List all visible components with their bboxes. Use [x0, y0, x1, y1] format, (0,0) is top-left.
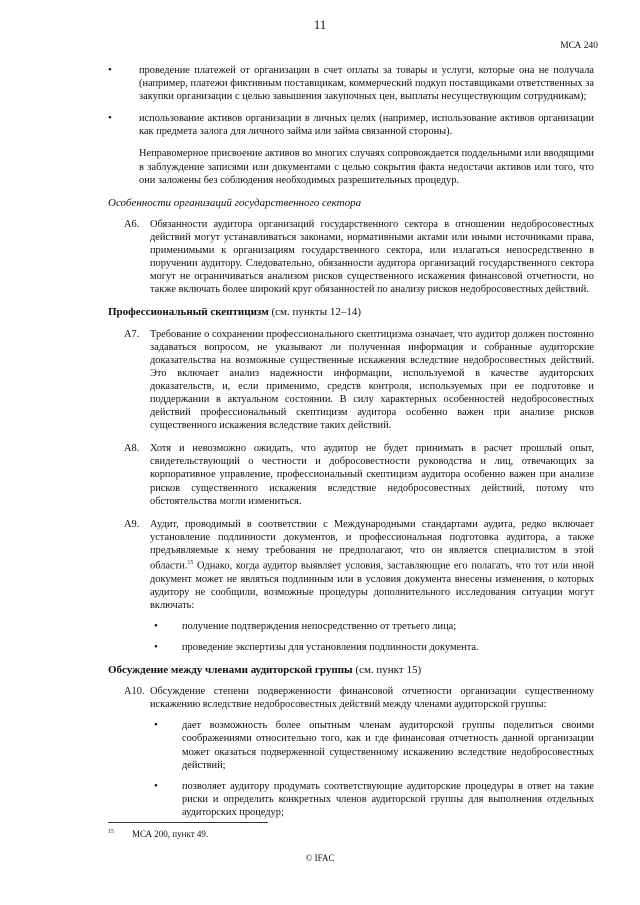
- footnote-ref: 15: [187, 560, 194, 566]
- paragraph-text: Обсуждение степени подверженности финансовой отчетности организации существенному искажению вследствие недобросовестных действий между членами аудиторской группы:: [150, 686, 594, 711]
- footnote-text: МСА 200, пункт 49.: [132, 829, 209, 839]
- heading-bold: Профессиональный скептицизм: [108, 306, 269, 319]
- list-item: [150, 719, 594, 771]
- standard-code: МСА 240: [560, 41, 598, 51]
- list-item-text: позволяет аудитору продумать соответствующие аудиторские процедуры в ответ на такие риски и определить конкретных членов аудиторской группы для выполнения отдельных аудиторских процедур;: [182, 780, 594, 818]
- paragraph-number: А8.: [124, 443, 140, 455]
- footnote: [108, 826, 208, 841]
- paragraph-number: А7.: [124, 328, 140, 340]
- misappropriation-note: Неправомерное присвоение активов во многих случаях сопровождается поддельными или вводящими в заблуждение записями или документами с целью сокрытия факта недостачи активов или того, что они заложены без соблюдения необходимых разрешительных процедур.: [139, 148, 594, 186]
- section-heading-public-sector: Особенности организаций государственного сектора: [108, 196, 362, 209]
- bullet-dot-icon: •: [154, 619, 158, 632]
- list-item: [150, 780, 594, 819]
- bullet-dot-icon: •: [108, 64, 112, 76]
- list-item-text: получение подтверждения непосредственно от третьего лица;: [182, 620, 457, 632]
- footnote-divider: [108, 822, 268, 823]
- paragraph-a10: [108, 685, 594, 819]
- text-segment: Аудит, проводимый в соответствии с Международными стандартами аудита, редко включает установление подлинности документов, и профессиональная подготовка аудитора, а также предъявляемые к нему требования не предполагают, что он является специалистом в этой области.: [150, 518, 594, 572]
- text-segment: Однако, когда аудитор выявляет условия, заставляющие его полагать, что тот или иной документ может не являться подлинным или в условия документа внесены изменения, о которых аудитору не сообщили, возможные процедуры дополнительного исследования ситуации могут включать:: [150, 560, 594, 611]
- section-heading-discussion: [108, 664, 594, 677]
- list-item-text: использование активов организации в личных целях (например, использование активов организации как предмета залога для личного займа или займа связанной стороны).: [139, 113, 594, 138]
- paragraph-a9: [108, 518, 594, 654]
- bullet-dot-icon: •: [154, 719, 158, 732]
- paragraph-a7: [108, 328, 594, 433]
- paragraph-text: Хотя и невозможно ожидать, что аудитор не будет принимать в расчет прошлый опыт, свидетельствующий о честности и добросовестности руководства и лиц, отвечающих за корпоративное управление, профессиональный скептицизм аудитора особенно важен при анализе рисков существенного искажения вследствие недобросовестных действий, потому что обстоятельства могли измениться.: [150, 443, 594, 507]
- paragraph-a6: [108, 218, 594, 297]
- footnote-number: 15: [108, 829, 114, 835]
- paragraph-number: А10.: [124, 686, 145, 698]
- bullet-dot-icon: •: [154, 640, 158, 653]
- list-item: [150, 620, 594, 633]
- heading-reference: (см. пункт 15): [352, 664, 422, 677]
- bullet-dot-icon: •: [154, 779, 158, 792]
- paragraph-number: А6.: [124, 218, 140, 230]
- paragraph-number: А9.: [124, 518, 140, 530]
- paragraph-text: [150, 518, 594, 612]
- paragraph-text: Обязанности аудитора организаций государственного сектора в отношении недобросовестных действий могут устанавливаться законами, нормативными актами или иными источниками права, применимыми к организациям государственного сектора, или излагаться непосредственно в поручении аудитору. Следовательно, обязанности аудитора организаций государственного сектора могут не ограничиваться анализом рисков существенного искажения финансовой отчетности, но также включать более широкий круг обязанностей по анализу рисков недобросовестных действий.: [150, 218, 594, 296]
- paragraph-a8: [108, 442, 594, 507]
- page-number: 11: [313, 17, 327, 32]
- list-item: [150, 641, 594, 654]
- section-heading-skepticism: [108, 306, 594, 319]
- page-content: [108, 64, 594, 829]
- list-item-text: проведение экспертизы для установления подлинности документа.: [182, 641, 479, 653]
- bullet-dot-icon: •: [108, 112, 112, 125]
- copyright: © IFAC: [305, 853, 335, 863]
- list-item-text: дает возможность более опытным членам аудиторской группы поделиться своими соображениями относительно того, как и где финансовая отчетность данной организации может оказаться подверженной существенному искажению вследствие недобросовестных действий;: [182, 720, 594, 771]
- paragraph-text: Требование о сохранении профессионального скептицизма означает, что аудитор должен постоянно задаваться вопросом, не указывают ли полученная информация и собранные аудиторские доказательства на возможные существенные искажения вследствие недобросовестных действий. Это включает анализ надежности информации, используемой в качестве аудиторских доказательств, и, если применимо, средств контроля, используемых при ее подготовке и поддержании в актуальном состоянии. В силу характерных особенностей недобросовестных действий профессиональный скептицизм аудитора особенно важен при анализе рисков существенного искажения вследствие таких действий.: [150, 328, 594, 432]
- list-item-text: проведение платежей от организации в счет оплаты за товары и услуги, которые она не получала (например, платежи фиктивным поставщикам, коммерческий подкуп поставщиками ответственных за закупки организации с целью завышения закупочных цен, выплаты несуществующим сотрудникам);: [139, 65, 594, 103]
- list-item: [108, 112, 594, 138]
- heading-reference: (см. пункты 12–14): [268, 306, 362, 319]
- list-item: [108, 64, 594, 103]
- heading-bold: Обсуждение между членами аудиторской группы: [108, 664, 353, 677]
